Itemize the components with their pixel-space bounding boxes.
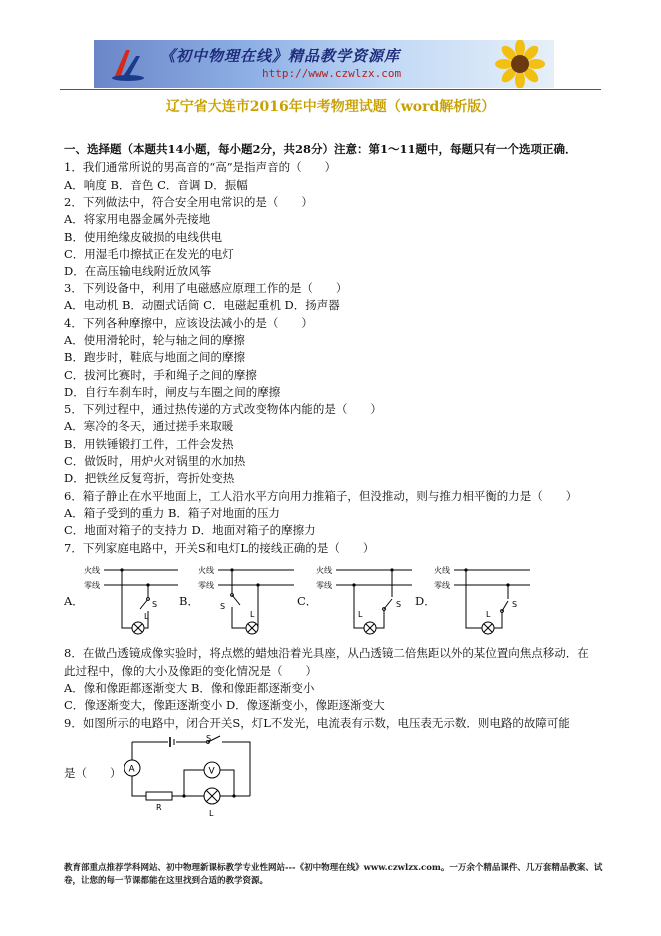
text-line: A．使用滑轮时，轮与轴之间的摩擦 (64, 333, 245, 347)
header-rule (60, 89, 601, 90)
voltmeter-label: V (208, 766, 215, 777)
resistor-label: R (156, 803, 162, 812)
text-line: A．寒冷的冬天，通过搓手来取暖 (64, 419, 234, 433)
q7-option-d: D． (415, 594, 436, 608)
text-line: D．自行车刹车时，闸皮与车圈之间的摩擦 (64, 385, 281, 399)
switch-label: S (396, 600, 402, 609)
q7-option-c: C． (297, 594, 318, 608)
live-wire-label: 火线 (434, 566, 450, 575)
q7-circuit-c (314, 563, 414, 639)
text-line: C．拔河比赛时，手和绳子之间的摩擦 (64, 368, 257, 382)
text-line: 此过程中，像的大小及像距的变化情况是（ ） (64, 664, 317, 678)
neutral-wire-label: 零线 (84, 581, 100, 590)
banner-url[interactable]: http://www.czwlzx.com (262, 67, 402, 80)
text-line: 5．下列过程中，通过热传递的方式改变物体内能的是（ ） (64, 402, 382, 416)
text-line: A．像和像距都逐渐变大 B．像和像距都逐渐变小 (64, 681, 315, 695)
text-line: 7．下列家庭电路中，开关S和电灯L的接线正确的是（ ） (64, 541, 375, 555)
sunflower-icon (480, 40, 550, 88)
switch-label: S (206, 734, 212, 743)
text-line: B．跑步时，鞋底与地面之间的摩擦 (64, 350, 245, 364)
logo-icon (108, 44, 148, 84)
text-line: 4．下列各种摩擦中，应该设法减小的是（ ） (64, 316, 313, 330)
footer-text: 教育部重点推荐学科网站、初中物理新课标教学专业性网站---《初中物理在线》www.czwlzx.com。一万余个精品课件、几万套精品教案、试卷，让您的每一节课都能在这里找到合适的教学资源。 (64, 863, 603, 886)
text-line: 3．下列设备中，利用了电磁感应原理工作的是（ ） (64, 281, 348, 295)
text-line: C．做饭时，用炉火对锅里的水加热 (64, 454, 246, 468)
text-line: 6．箱子静止在水平地面上，工人沿水平方向用力推箱子，但没推动，则与推力相平衡的力是（ ） (64, 489, 578, 503)
live-wire-label: 火线 (84, 566, 100, 575)
text-line: D．把铁丝反复弯折，弯折处变热 (64, 471, 235, 485)
q9-circuit (124, 734, 256, 820)
switch-label: S (512, 600, 518, 609)
resistor-icon (146, 792, 172, 800)
text-line: 1．我们通常所说的男高音的“高”是指声音的（ ） (64, 160, 337, 174)
text-line: C．用湿毛巾擦拭正在发光的电灯 (64, 247, 234, 261)
switch-label: S (220, 602, 226, 611)
document-title: 辽宁省大连市2016年中考物理试题（word解析版） (165, 99, 496, 115)
text-line: 9．如图所示的电路中，闭合开关S，灯L不发光，电流表有示数，电压表无示数．则电路的故障可能 (64, 716, 570, 730)
neutral-wire-label: 零线 (316, 581, 332, 590)
lamp-label: L (250, 610, 255, 619)
ammeter-label: A (128, 764, 135, 775)
lamp-label: L (358, 610, 363, 619)
header-banner (94, 40, 554, 88)
neutral-wire-label: 零线 (434, 581, 450, 590)
text-line: 是（ ） (64, 766, 122, 780)
banner-title: 《初中物理在线》精品教学资源库 (160, 47, 401, 65)
q7-circuit-b (196, 563, 296, 639)
lamp-label: L (209, 809, 214, 818)
text-line: A．响度 B．音色 C．音调 D．振幅 (64, 178, 248, 192)
section-heading: 一、选择题（本题共14小题，每小题2分，共28分）注意：第1～11题中，每题只有一个选项正确． (64, 142, 577, 156)
text-line: B．使用绝缘皮破损的电线供电 (64, 230, 222, 244)
q7-circuit-a (82, 563, 180, 639)
lamp-label: L (486, 610, 491, 619)
text-line: C．地面对箱子的支持力 D．地面对箱子的摩擦力 (64, 523, 316, 537)
switch-label: S (152, 600, 158, 609)
text-line: 2．下列做法中，符合安全用电常识的是（ ） (64, 195, 313, 209)
neutral-wire-label: 零线 (198, 581, 214, 590)
live-wire-label: 火线 (198, 566, 214, 575)
live-wire-label: 火线 (316, 566, 332, 575)
text-line: A．电动机 B．动圈式话筒 C．电磁起重机 D．扬声器 (64, 298, 340, 312)
text-line: C．像逐渐变大，像距逐渐变小 D．像逐渐变小，像距逐渐变大 (64, 698, 385, 712)
text-line: D．在高压输电线附近放风筝 (64, 264, 212, 278)
text-line: A．将家用电器金属外壳接地 (64, 212, 211, 226)
text-line: 8．在做凸透镜成像实验时，将点燃的蜡烛沿着光具座，从凸透镜二倍焦距以外的某位置向焦点移动．在 (64, 646, 589, 660)
q7-option-b: B． (179, 594, 199, 608)
q7-circuit-d (432, 563, 532, 639)
lamp-label: L (144, 612, 149, 621)
text-line: B．用铁锤锻打工件，工件会发热 (64, 437, 234, 451)
q7-option-a: A． (64, 594, 84, 608)
text-line: A．箱子受到的重力 B．箱子对地面的压力 (64, 506, 280, 520)
